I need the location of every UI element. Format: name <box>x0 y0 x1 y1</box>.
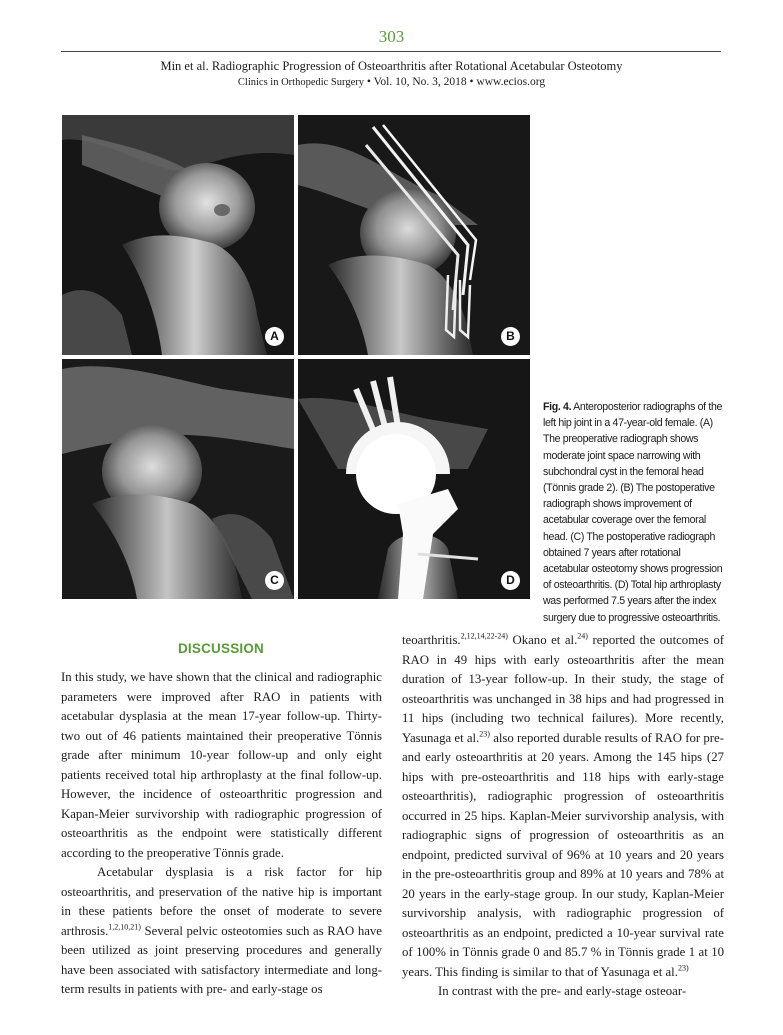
figure-caption <box>543 399 725 626</box>
panel-label-a: A <box>265 327 284 346</box>
figure-caption-text: Anteroposterior radiographs of the left hip joint in a 47-year-old female. (A) The preoperative radiograph shows moderate joint space narrowing with subchondral cyst in the femoral head (Tönnis grade 2). (B) The postoperative radiograph shows improvement of acetabular coverage over the femoral head. (C) The postoperative radiograph obtained 7 years after rotational acetabular osteotomy shows progression of osteoarthritis. (D) Total hip arthroplasty was performed 7.5 years after the index surgery due to progressive osteoarthritis. <box>543 401 723 624</box>
header-rule <box>61 51 721 52</box>
radiograph-c-image <box>62 359 294 599</box>
left-column <box>61 668 382 1000</box>
figure-caption-label: Fig. 4. <box>543 401 572 413</box>
radiograph-panel-c <box>62 359 294 599</box>
paragraph-2-text-e: reported the outcomes of RAO in 49 hips with early osteoarthritis after the mean duration of 13-year follow-up. In their study, the stage of osteoarthritis was unchanged in 38 hips and had progressed in 11 hips (including two technical failures). More recently, Yasunaga et al. <box>402 633 724 745</box>
panel-label-b: B <box>501 327 520 346</box>
paragraph-2-text-a: Acetabular dysplasia is a risk factor for hip osteoarthritis, and preservation of the native hip is important in these patients before the onset of moderate to severe arthrosis. <box>61 865 382 938</box>
citation-ref: 24) <box>577 631 588 641</box>
citation-ref: 1,2,10,21) <box>108 922 141 932</box>
journal-line <box>0 76 783 88</box>
discussion-heading: DISCUSSION <box>177 641 264 656</box>
discussion-paragraph-2-start <box>61 863 382 1000</box>
page-number: 303 <box>378 27 405 46</box>
discussion-paragraph-1: In this study, we have shown that the clinical and radiographic parameters were improved after RAO in patients with acetabular dysplasia at the mean 17-year follow-up. Thirty-two out of 46 patients maintained their preoperative Tönnis grade after minimum 10-year follow-up and only eight patients received total hip arthroplasty at the final follow-up. However, the incidence of osteoarthritic progression and Kapan-Meier survivorship with radiographic progression of osteoarthritis as the endpoint were statistically different according to the preoperative Tönnis grade. <box>61 670 382 860</box>
right-column <box>402 631 724 1002</box>
radiograph-b-image <box>298 115 530 355</box>
paragraph-2-text-f: also reported durable results of RAO for pre- and early osteoarthritis at 20 years. Among the 145 hips (27 hips with pre-osteoarthritis and 118 hips with early-stage osteoarthritis), radiographic progression of osteoarthritis occurred in 25 hips. Kaplan-Meier survivorship analysis, with radiographic signs of progression of osteoarthritis as an endpoint, predicted survival of 96% at 10 years and 20 years in the pre-osteoarthritis group and 89% at 10 years and 78% at 20 years in the early-stage group. In our study, Kaplan-Meier survivorship analysis, with radiographic progression of osteoarthritis as an endpoint, predicted a 10-year survival rate of 100% in Tönnis grade 0 and 85.7 % in Tönnis grade 1 at 10 years. This finding is similar to that of Yasunaga et al. <box>402 730 724 979</box>
journal-details: • Vol. 10, No. 3, 2018 • www.ecios.org <box>364 76 546 88</box>
paragraph-2-text-c: teoarthritis. <box>402 633 461 647</box>
paragraph-2-text-d: Okano et al. <box>507 633 578 647</box>
radiograph-panel-d <box>298 359 530 599</box>
discussion-paragraph-2-cont <box>402 631 724 982</box>
panel-label-d: D <box>501 571 520 590</box>
citation-ref: 2,12,14,22-24) <box>460 631 508 641</box>
radiograph-d-image <box>298 359 530 599</box>
radiograph-a-image <box>62 115 294 355</box>
paragraph-2-text-b: Several pelvic osteotomies such as RAO have been utilized as joint preserving procedures and generally have been associated with satisfactory intermediate and long-term results in patients with pre- and early-stage os <box>61 923 382 996</box>
running-title: Min et al. Radiographic Progression of Osteoarthritis after Rotational Acetabular Osteotomy <box>160 59 623 73</box>
citation-ref: 23) <box>677 963 689 973</box>
discussion-paragraph-3: In contrast with the pre- and early-stage osteoar- <box>438 984 687 998</box>
radiograph-panel-a <box>62 115 294 355</box>
radiograph-panel-b <box>298 115 530 355</box>
panel-label-c: C <box>265 571 284 590</box>
journal-name: Clinics in Orthopedic Surgery <box>237 77 364 88</box>
citation-ref: 23) <box>479 729 490 739</box>
